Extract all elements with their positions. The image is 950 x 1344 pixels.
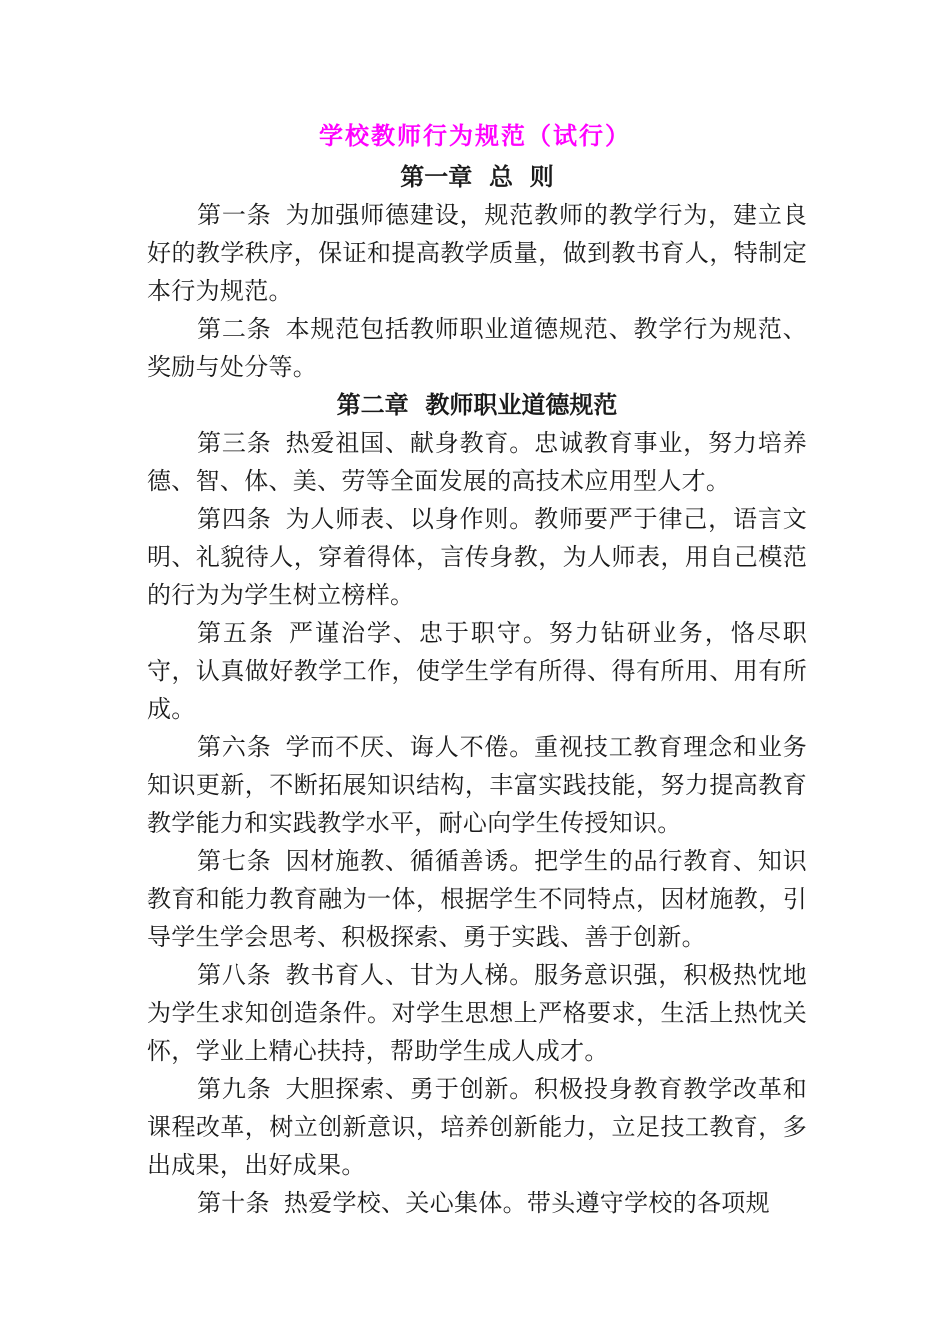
article-label: 第七条 [197, 847, 272, 875]
article-2 [147, 310, 807, 386]
document-title: 学校教师行为规范（试行） [319, 121, 631, 150]
chapter-1 [147, 158, 807, 386]
article-label: 第六条 [197, 733, 272, 761]
article-text: 为人师表、以身作则。教师要严于律己，语言文明、礼貌待人，穿着得体，言传身教，为人师表，用自己模范的行为为学生树立榜样。 [147, 505, 807, 609]
article-4 [147, 500, 807, 614]
article-9 [147, 1070, 807, 1184]
article-8 [147, 956, 807, 1070]
article-text: 本规范包括教师职业道德规范、教学行为规范、奖励与处分等。 [147, 315, 807, 381]
chapter-2 [147, 386, 807, 1222]
article-text: 学而不厌、诲人不倦。重视技工教育理念和业务知识更新，不断拓展知识结构，丰富实践技能，努力提高教育教学能力和实践教学水平，耐心向学生传授知识。 [147, 733, 807, 837]
article-text: 热爱学校、关心集体。带头遵守学校的各项规 [283, 1189, 770, 1217]
article-text: 热爱祖国、献身教育。忠诚教育事业，努力培养德、智、体、美、劳等全面发展的高技术应用型人才。 [147, 429, 807, 495]
chapter-heading: 第一章 总 则 [400, 162, 554, 191]
chapter-heading: 第二章 教师职业道德规范 [336, 390, 618, 419]
article-label: 第三条 [197, 429, 272, 457]
article-text: 因材施教、循循善诱。把学生的品行教育、知识教育和能力教育融为一体，根据学生不同特点，因材施教，引导学生学会思考、积极探索、勇于实践、善于创新。 [147, 847, 807, 951]
article-label: 第九条 [197, 1075, 272, 1103]
article-label: 第一条 [197, 201, 272, 229]
article-label: 第十条 [197, 1189, 270, 1217]
article-6 [147, 728, 807, 842]
article-5 [147, 614, 807, 728]
article-label: 第四条 [197, 505, 272, 533]
article-text: 严谨治学、忠于职守。努力钻研业务，恪尽职守，认真做好教学工作，使学生学有所得、得有所用、用有所成。 [147, 619, 808, 723]
article-label: 第五条 [197, 619, 275, 647]
article-7 [147, 842, 807, 956]
article-label: 第八条 [197, 961, 272, 989]
article-text: 教书育人、甘为人梯。服务意识强，积极热忱地为学生求知创造条件。对学生思想上严格要求，生活上热忱关怀，学业上精心扶持，帮助学生成人成才。 [147, 961, 807, 1065]
article-label: 第二条 [197, 315, 272, 343]
article-text: 大胆探索、勇于创新。积极投身教育教学改革和课程改革，树立创新意识，培养创新能力，立足技工教育，多出成果，出好成果。 [147, 1075, 807, 1179]
article-10 [147, 1184, 807, 1222]
article-1 [147, 196, 807, 310]
article-text: 为加强师德建设，规范教师的教学行为，建立良好的教学秩序，保证和提高教学质量，做到教书育人，特制定本行为规范。 [147, 201, 807, 305]
document-body [147, 158, 807, 1222]
article-3 [147, 424, 807, 500]
